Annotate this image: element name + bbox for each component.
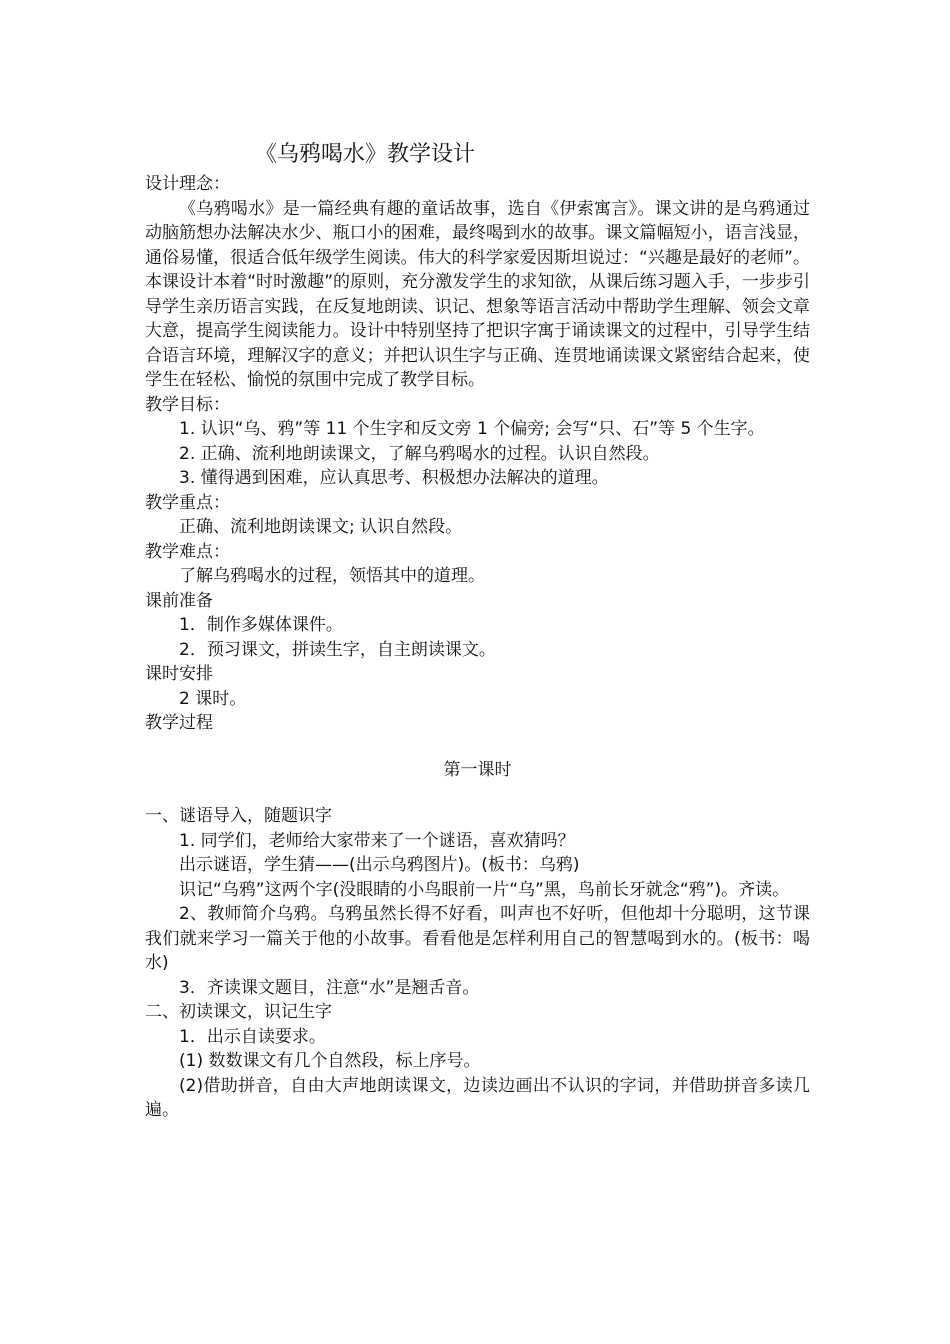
schedule-heading: 课时安排 xyxy=(145,664,213,684)
key-points-heading: 教学重点： xyxy=(145,492,230,513)
goal-item-2: 2. 正确、流利地朗读课文，了解乌鸦喝水的过程。认识自然段。 xyxy=(179,443,660,464)
goal-item-1: 1. 认识“乌、鸦”等 11 个生字和反文旁 1 个偏旁; 会写“只、石”等 5 个生字。 xyxy=(179,419,765,439)
preparation-item-1: 1．制作多媒体课件。 xyxy=(179,615,343,635)
lesson-title: 第一课时 xyxy=(443,759,512,780)
design-concept-paragraph: 《乌鸦喝水》是一篇经典有趣的童话故事，选自《伊索寓言》。课文讲的是乌鸦通过动脑筋想办法解决水少、瓶口小的困难，最终喝到水的故事。课文篇幅短小，语言浅显，通俗易懂，很适合低年级学生阅读。伟大的科学家爱因斯坦说过：“兴趣是最好的老师”。本课设计本着“时时激趣”的原则，充分激发学生的求知欲，从课后练习题入手，一步步引导学生亲历语言实践，在反复地朗读、识记、想象等语言活动中帮助学生理解、领会文章大意，提高学生阅读能力。设计中特别坚持了把识字寓于诵读课文的过程中，引导学生结合语言环境，理解汉字的意义；并把认识生字与正确、连贯地诵读课文紧密结合起来，使学生在轻松、愉悦的氛围中完成了教学目标。 xyxy=(145,198,810,390)
key-points-text: 正确、流利地朗读课文; 认识自然段。 xyxy=(179,517,463,537)
section-1-item-1c: 识记“乌鸦”这两个字(没眼睛的小鸟眼前一片“乌”黑，鸟前长牙就念“鸦”)。齐读。 xyxy=(179,879,790,900)
section-2-heading: 二、初读课文，识记生字 xyxy=(145,1002,332,1022)
goals-heading: 教学目标： xyxy=(145,394,230,415)
section-2-item-1a: (1) 数数课文有几个自然段，标上序号。 xyxy=(179,1051,481,1071)
document-title: 《乌鸦喝水》教学设计 xyxy=(255,142,476,167)
preparation-heading: 课前准备 xyxy=(145,590,213,611)
process-heading: 教学过程 xyxy=(145,713,213,733)
goal-item-3: 3. 懂得遇到困难，应认真思考、积极想办法解决的道理。 xyxy=(179,468,609,488)
difficulties-text: 了解乌鸦喝水的过程，领悟其中的道理。 xyxy=(179,566,485,586)
schedule-text: 2 课时。 xyxy=(179,688,247,709)
section-1-item-1: 1. 同学们，老师给大家带来了一个谜语，喜欢猜吗？ xyxy=(179,830,575,851)
section-1-item-3: 3．齐读课文题目，注意“水”是翘舌音。 xyxy=(179,977,480,998)
section-1-item-2: 2、教师简介乌鸦。乌鸦虽然长得不好看，叫声也不好听，但他却十分聪明，这节课我们就来学习一篇关于他的小故事。看看他是怎样利用自己的智慧喝到水的。(板书：喝水) xyxy=(145,904,810,973)
section-2-item-1: 1．出示自读要求。 xyxy=(179,1026,326,1047)
preparation-item-2: 2．预习课文，拼读生字，自主朗读课文。 xyxy=(179,639,496,660)
difficulties-heading: 教学难点： xyxy=(145,541,230,562)
design-concept-heading: 设计理念： xyxy=(145,174,230,194)
section-1-heading: 一、谜语导入，随题识字 xyxy=(145,806,332,826)
section-2-item-1b: (2)借助拼音，自由大声地朗读课文，边读边画出不认识的字词，并借助拼音多读几遍。 xyxy=(145,1075,810,1120)
section-1-item-1b: 出示谜语，学生猜——(出示乌鸦图片)。(板书：乌鸦) xyxy=(179,855,580,875)
document-body xyxy=(145,130,810,1123)
